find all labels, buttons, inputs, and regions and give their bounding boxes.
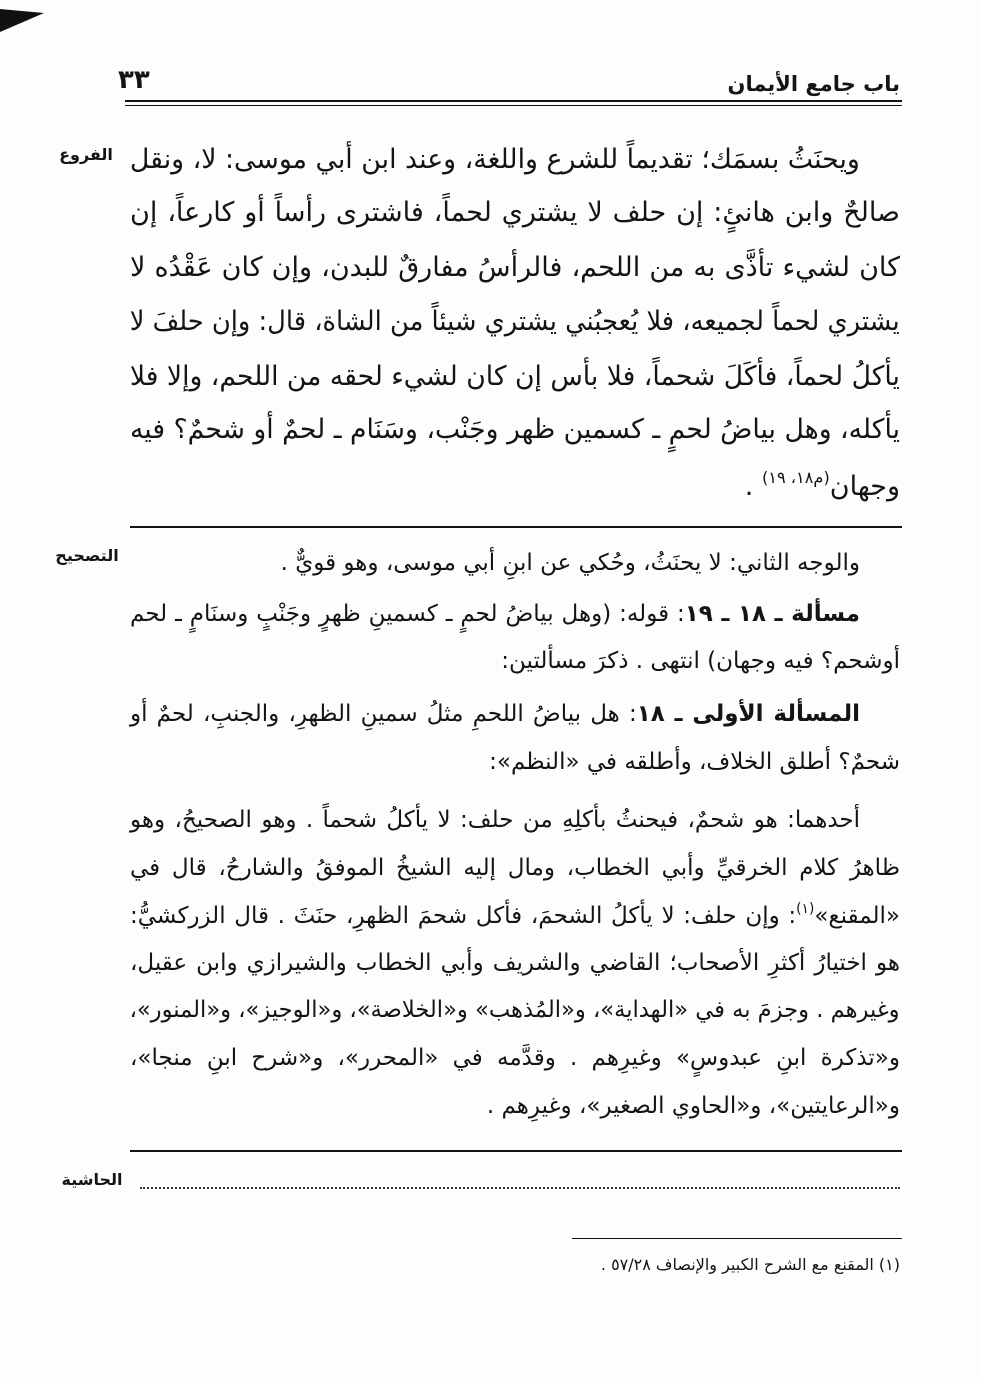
furu-line [130,140,860,180]
furu-line-text: ويحنَثُ بسمَك؛ تقديماً للشرع واللغة، وعند ابن أبي موسى: لا، ونقل [130,144,860,175]
tashih-line [130,597,860,631]
header-rule-thin [125,105,902,106]
tashih-line-text: و«الرعايتين»، و«الحاوي الصغير»، وغيرِهم . [486,1093,900,1119]
tashih-line [130,697,860,731]
section-divider [130,526,902,528]
tashih-line [130,745,900,779]
furu-line-last [130,467,900,510]
tashih-line-last [130,1089,900,1123]
tashih-line-text: وغيرهم . وجزمَ به في «الهداية»، و«المُذهب» و«الخلاصة»، و«الوجيز»، و«المنور»، [130,997,900,1023]
furu-line-text: يأكلُ لحماً، فأكَلَ شحماً، فلا بأس إن كان لشيء لحقه من اللحم، وإلا فلا [130,361,900,392]
scan-corner-mark [0,6,46,36]
first-issue-heading: المسألة الأولى ـ ١٨ [636,701,860,727]
section-divider [130,1150,902,1152]
footnote-separator [572,1238,902,1239]
tashih-line [130,899,900,936]
footnote: (١) المقنع مع الشرح الكبير والإنصاف ٥٧/٢٨ . [600,1255,900,1274]
book-title: «المقنع» [814,903,900,929]
issue-heading: مسألة ـ ١٨ ـ ١٩ [684,601,860,627]
tashih-line-text: هو اختيارُ أكثرِ الأصحاب؛ القاضي والشريف وأبي الخطاب والشيرازي وابن عقيل، [130,950,900,976]
furu-line [130,410,900,450]
issue-reference-marker: (م١٨، ١٩) [761,467,830,487]
tashih-line [130,993,900,1027]
tashih-line [130,803,860,837]
tashih-line-text: والوجه الثاني: لا يحنَثُ، وحُكي عن ابنِ أبي موسى، وهو قويٌّ . [280,550,860,576]
section-label-furu: الفروع [59,145,113,164]
tashih-line-text: : وإن حلف: لا يأكلُ الشحمَ، فأكل شحمَ الظهرِ، حنَثَ . قال الزركشيُّ: [130,903,797,929]
furu-line-text: صالحٌ وابن هانئٍ: إن حلف لا يشتري لحماً، فاشترى رأساً أو كارعاً، إن [130,197,900,228]
furu-line-end: . [744,471,762,502]
furu-line-text: كان لشيء تأذَّى به من اللحم، فالرأسُ مفارقٌ للبدن، وإن كان عَقْدُه لا [130,252,900,283]
tashih-line-text: : قوله: (وهل بياضُ لحمٍ ـ كسمينِ ظهرٍ وجَنْبٍ وسنَامٍ ـ لحم [130,601,685,627]
tashih-line [130,851,900,885]
tashih-line-text: أوشحم؟ فيه وجهان) انتهى . ذكرَ مسألتين: [501,648,900,674]
furu-line-text: وجهان [829,471,900,502]
footnote-marker: (١) [796,900,815,917]
header-title: باب جامع الأيمان [727,72,900,96]
header-rule-thick [125,100,902,102]
tashih-line-text: ظاهرُ كلام الخرقيِّ وأبي الخطاب، ومال إليه الشيخُ الموفقُ والشارحُ، قال في [130,855,900,881]
hashiya-dotted-line [140,1187,900,1189]
furu-line [130,357,900,397]
furu-line-text: يأكله، وهل بياضُ لحمٍ ـ كسمين ظهر وجَنْب، وسَنَام ـ لحمٌ أو شحمٌ؟ فيه [130,414,900,445]
furu-line [130,248,900,288]
tashih-line [130,946,900,980]
tashih-line [130,546,860,580]
page-number: ٣٣ [118,65,150,95]
tashih-line-text: : هل بياضُ اللحمِ مثلُ سمينِ الظهرِ، والجنبِ، لحمٌ أو [130,701,637,727]
tashih-line-text: أحدهما: هو شحمٌ، فيحنثُ بأكلِهِ من حلف: لا يأكلُ شحماً . وهو الصحيحُ، وهو [130,807,860,833]
tashih-line [130,644,900,678]
furu-line [130,193,900,233]
section-label-tashih: التصحيح [55,546,119,565]
tashih-line-text: شحمٌ؟ أطلق الخلاف، وأطلقه في «النظم»: [489,749,900,775]
furu-line [130,302,900,342]
section-label-hashiya: الحاشية [61,1170,123,1189]
tashih-line [130,1041,900,1075]
furu-line-text: يشتري لحماً لجميعه، فلا يُعجبُني يشتري شيئاً من الشاة، قال: وإن حلفَ لا [130,306,900,337]
tashih-line-text: و«تذكرة ابنِ عبدوسٍ» وغيرِهم . وقدَّمه في «المحرر»، و«شرح ابنِ منجا»، [130,1045,900,1071]
